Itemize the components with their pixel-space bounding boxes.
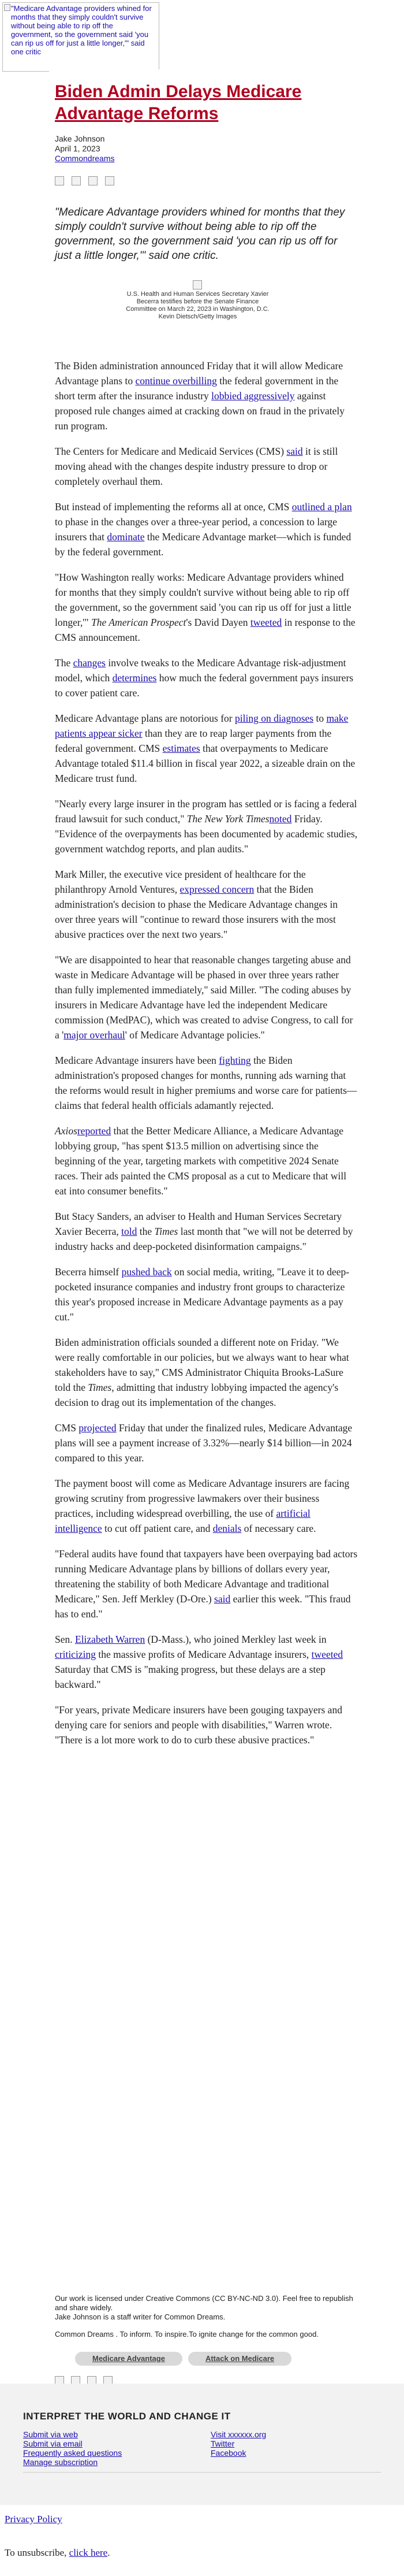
inline-link[interactable]: fighting bbox=[219, 1055, 251, 1066]
article-paragraph bbox=[55, 952, 358, 1042]
paragraph-text: than they are to reap larger payments from the federal government. CMS bbox=[55, 727, 332, 754]
paragraph-text: how much the federal government pays insurers to cover patient care. bbox=[55, 672, 354, 699]
paragraph-text: ' of Medicare Advantage policies." bbox=[125, 1029, 265, 1041]
paragraph-text: in response to the CMS announcement. bbox=[55, 617, 356, 643]
inline-link[interactable]: projected bbox=[78, 1422, 117, 1434]
facebook-link[interactable]: Facebook bbox=[211, 2448, 246, 2458]
submit-web-link[interactable]: Submit via web bbox=[23, 2430, 78, 2439]
inline-link[interactable]: tweeted bbox=[311, 1649, 343, 1660]
article-body bbox=[55, 358, 358, 1758]
article-paragraph bbox=[55, 1476, 358, 1536]
paragraph-text: Mark Miller, the executive vice president of healthcare for the philanthropy Arnold Ventures, bbox=[55, 868, 306, 895]
inline-link[interactable]: artificial intelligence bbox=[55, 1508, 311, 1534]
publication-link[interactable]: Commondreams bbox=[55, 154, 115, 163]
inline-link[interactable]: said bbox=[214, 1593, 231, 1605]
paragraph-text: But instead of implementing the reforms all at once, CMS bbox=[55, 501, 292, 513]
faq-link[interactable]: Frequently asked questions bbox=[23, 2448, 122, 2458]
license-text: Our work is licensed under Creative Commons (CC BY-NC-ND 3.0). Feel free to republish and share widely. bbox=[55, 2294, 353, 2312]
article-paragraph bbox=[55, 1632, 358, 1692]
privacy-policy-link[interactable]: Privacy Policy bbox=[5, 2514, 62, 2525]
inline-link[interactable]: denials bbox=[212, 1523, 242, 1534]
paragraph-text: it is still moving ahead with the changes despite industry pressure to drop or completely overhaul them. bbox=[55, 446, 338, 487]
article-paragraph bbox=[55, 358, 358, 433]
paragraph-text: to bbox=[313, 712, 327, 724]
paragraph-text: The bbox=[55, 657, 73, 669]
inline-link[interactable]: tweeted bbox=[250, 617, 282, 628]
paragraph-text: The payment boost will come as Medicare Advantage insurers are facing growing scrutiny from progressive lawmakers over their business practices, including widespread overbilling, the use of bbox=[55, 1478, 350, 1519]
inline-link[interactable]: piling on diagnoses bbox=[234, 712, 314, 724]
author-name: Jake Johnson bbox=[55, 134, 105, 143]
article-paragraph bbox=[55, 1053, 358, 1113]
tagline: Common Dreams . To inform. To inspire.To ignite change for the common good. bbox=[55, 2330, 319, 2339]
article-paragraph bbox=[55, 867, 358, 942]
tag-attack-on-medicare[interactable]: Attack on Medicare bbox=[188, 2352, 291, 2366]
inline-link[interactable]: criticizing bbox=[55, 1649, 96, 1660]
broken-image-icon bbox=[4, 4, 10, 11]
paragraph-text: CMS bbox=[55, 1422, 79, 1434]
paragraph-text: the federal government in the short term after the insurance industry bbox=[55, 375, 339, 402]
paragraph-text: "For years, private Medicare insurers have been gouging taxpayers and denying care for seniors and people with disabilities," Warren wrote. "There is a lot more work to do to curb these abusive practices." bbox=[55, 1704, 342, 1746]
paragraph-text: , admitting that industry lobbying impacted the agency's decision to drag out its implementation of the changes. bbox=[55, 1382, 339, 1408]
article-paragraph bbox=[55, 1264, 358, 1324]
article-paragraph bbox=[55, 1702, 358, 1747]
tag-list bbox=[75, 2352, 297, 2367]
paragraph-text: Friday that under the finalized rules, Medicare Advantage plans will see a payment increase of 3.32%—nearly $14 billion—in 2024 compared to this year. bbox=[55, 1422, 353, 1464]
article-paragraph bbox=[55, 444, 358, 489]
submit-email-link[interactable]: Submit via email bbox=[23, 2439, 83, 2448]
license-block bbox=[55, 2294, 355, 2322]
inline-link[interactable]: changes bbox=[73, 657, 106, 669]
reddit-share-icon[interactable] bbox=[105, 176, 114, 185]
header-image-alt-text: "Medicare Advantage providers whined for months that they simply couldn't survive without being able to rip off the government, so the government said 'you can rip us off for just a little longer,'" said one critic bbox=[11, 4, 152, 56]
inline-link[interactable]: determines bbox=[112, 672, 157, 684]
article-paragraph bbox=[55, 499, 358, 559]
paragraph-text: Friday. "Evidence of the overpayments has been documented by academic studies, government watchdog reports, and plan audits." bbox=[55, 813, 358, 855]
inline-link[interactable]: pushed back bbox=[121, 1266, 172, 1278]
article-meta bbox=[55, 134, 114, 164]
paragraph-text: involve tweaks to the Medicare Advantage risk-adjustment model, which bbox=[55, 657, 346, 684]
paragraph-text: Medicare Advantage plans are notorious for bbox=[55, 712, 235, 724]
footer-divider bbox=[23, 2472, 381, 2473]
article-paragraph bbox=[55, 1420, 358, 1465]
paragraph-text: that the Better Medicare Alliance, a Medicare Advantage lobbying group, "has spent $13.5 million on advertising since the beginning of the year, targeting markets with competitive 2024 Senate races. Their ads painted the CMS proposal as a cut to Medicare that will eat into consumer benefits." bbox=[55, 1125, 347, 1197]
visit-site-link[interactable]: Visit xxxxxx.org bbox=[211, 2430, 267, 2439]
footer-right-links bbox=[211, 2430, 266, 2458]
inline-link[interactable]: said bbox=[286, 446, 303, 457]
paragraph-text: that overpayments to Medicare Advantage totaled $11.4 billion in fiscal year 2022, a sizeable drain on the Medicare trust fund. bbox=[55, 743, 356, 784]
paragraph-text: Saturday that CMS is "making progress, but these delays are a step backward." bbox=[55, 1664, 326, 1690]
tag-medicare-advantage[interactable]: Medicare Advantage bbox=[75, 2352, 182, 2366]
article-paragraph bbox=[55, 796, 358, 856]
paragraph-text: But Stacy Sanders, an adviser to Health and Human Services Secretary Xavier Becerra, bbox=[55, 1211, 342, 1237]
paragraph-text: the bbox=[137, 1226, 155, 1237]
paragraph-text: the Medicare Advantage market—which is funded by the federal government. bbox=[55, 531, 351, 558]
paragraph-text: last month that "we will not be deterred by industry hacks and deep-pocketed disinformation campaigns." bbox=[55, 1226, 353, 1252]
privacy-row bbox=[5, 2514, 62, 2525]
facebook-share-icon[interactable] bbox=[72, 176, 81, 185]
paragraph-text: The Centers for Medicare and Medicaid Services (CMS) bbox=[55, 446, 287, 457]
paragraph-text: Becerra himself bbox=[55, 1266, 122, 1278]
paragraph-text: Sen. bbox=[55, 1634, 75, 1645]
paragraph-text: Medicare Advantage insurers have been bbox=[55, 1055, 219, 1066]
article-paragraph bbox=[55, 570, 358, 645]
paragraph-text: "How Washington really works: Medicare Advantage providers whined for months that they simply couldn't survive without being able to rip off the government, so the government said 'you can rip us off for just a little longer,'" bbox=[55, 571, 351, 628]
photo-caption: U.S. Health and Human Services Secretary Xavier Becerra testifies before the Senate Finance Committee on March 22, 2023 in Washington, D.C. Kevin Dietsch/Getty Images bbox=[126, 291, 270, 320]
inline-link[interactable]: dominate bbox=[107, 531, 145, 543]
article-photo bbox=[193, 280, 202, 289]
header-image[interactable] bbox=[2, 2, 159, 72]
paragraph-text: The Biden administration announced Friday that it will allow Medicare Advantage plans to bbox=[55, 360, 343, 387]
unsubscribe-prefix: To unsubscribe, bbox=[5, 2547, 69, 2558]
unsubscribe-link[interactable]: click here bbox=[69, 2547, 108, 2558]
inline-link[interactable]: reported bbox=[77, 1125, 111, 1137]
paragraph-text: against proposed rule changes aimed at cracking down on fraud in the privately run program. bbox=[55, 390, 345, 432]
paragraph-text: on social media, writing, "Leave it to deep-pocketed insurance companies and industry front groups to characterize this year's proposed increase in Medicare Advantage payments as a pay cut." bbox=[55, 1266, 350, 1323]
unsubscribe-suffix: . bbox=[107, 2547, 110, 2558]
twitter-link[interactable]: Twitter bbox=[211, 2439, 235, 2448]
inline-link[interactable]: noted bbox=[269, 813, 292, 825]
paragraph-text: "Federal audits have found that taxpayers have been overpaying bad actors running Medicare Advantage plans by billions of dollars every year, threatening the stability of both Medicare Advantage and traditional Medicare," Sen. Jeff Merkley (D-Ore.) bbox=[55, 1548, 358, 1605]
paragraph-text: 's David Dayen bbox=[186, 617, 250, 628]
footer-left-links bbox=[23, 2430, 122, 2467]
paragraph-text: Biden administration officials sounded a different note on Friday. "We were really comfortable in our policies, but we always want to hear what stakeholders have to say," CMS Administrator Chiquita Brooks-LaSure told the bbox=[55, 1337, 349, 1393]
inline-link[interactable]: told bbox=[121, 1226, 137, 1237]
twitter-share-icon[interactable] bbox=[88, 176, 98, 185]
inline-link[interactable]: lobbied aggressively bbox=[211, 390, 295, 402]
paragraph-text: to phase in the changes over a three-year period, a concession to large insurers that bbox=[55, 516, 337, 543]
emphasis-text: The American Prospect bbox=[91, 617, 186, 628]
paragraph-text: to cut off patient care, and bbox=[102, 1523, 213, 1534]
article-date: April 1, 2023 bbox=[55, 144, 100, 153]
article-paragraph bbox=[55, 655, 358, 700]
share-icons bbox=[55, 176, 122, 188]
article-paragraph bbox=[55, 711, 358, 786]
emphasis-text: Axios bbox=[55, 1125, 77, 1137]
paragraph-text: "Nearly every large insurer in the program has settled or is facing a federal fraud lawsuit for such conduct," bbox=[55, 798, 357, 825]
paragraph-text: the Biden administration's proposed changes for months, running ads warning that the reforms would result in higher premiums and worse care for patients—claims that federal health officials adamantly rejected. bbox=[55, 1055, 357, 1111]
emphasis-text: Times bbox=[88, 1382, 112, 1393]
article-paragraph bbox=[55, 1123, 358, 1198]
article-paragraph bbox=[55, 1546, 358, 1621]
author-bio: Jake Johnson is a staff writer for Common Dreams. bbox=[55, 2313, 226, 2321]
article-paragraph bbox=[55, 1335, 358, 1410]
paragraph-text: of necessary care. bbox=[241, 1523, 316, 1534]
paragraph-text: (D-Mass.), who joined Merkley last week in bbox=[145, 1634, 327, 1645]
paragraph-text: that the Biden administration's decision to phase the Medicare Advantage changes in over three years will "continue to reward those insurers with the most abusive practices over the next two years." bbox=[55, 884, 338, 940]
inline-link[interactable]: outlined a plan bbox=[291, 501, 352, 513]
unsubscribe-row bbox=[5, 2547, 110, 2559]
pull-quote: "Medicare Advantage providers whined for months that they simply couldn't survive without being able to rip off the government, so the government said 'you can rip us off for just a little longer,'" said one critic. bbox=[55, 206, 345, 262]
paragraph-text: earlier this week. "This fraud has to end." bbox=[55, 1593, 351, 1620]
inline-link[interactable]: expressed concern bbox=[179, 884, 255, 895]
article-paragraph bbox=[55, 1209, 358, 1254]
footer-title: INTERPRET THE WORLD AND CHANGE IT bbox=[23, 2411, 231, 2422]
inline-link[interactable]: major overhaul bbox=[63, 1029, 125, 1041]
manage-subscription-link[interactable]: Manage subscription bbox=[23, 2458, 98, 2467]
emphasis-text: The New York Times bbox=[186, 813, 270, 825]
email-share-icon[interactable] bbox=[55, 176, 64, 185]
inline-link[interactable]: estimates bbox=[162, 743, 200, 754]
inline-link[interactable]: make patients appear sicker bbox=[55, 712, 349, 739]
inline-link[interactable]: continue overbilling bbox=[135, 375, 217, 387]
inline-link[interactable]: Elizabeth Warren bbox=[75, 1634, 145, 1645]
emphasis-text: Times bbox=[154, 1226, 178, 1237]
paragraph-text: the massive profits of Medicare Advantage insurers, bbox=[95, 1649, 312, 1660]
paragraph-text: "We are disappointed to hear that reasonable changes targeting abuse and waste in Medicare Advantage will be phased in over three years rather than fully implemented immediately," said Miller. "The coding abuses by insurers in Medicare Advantage have led the independent Medicare commission (MedPAC), which was created to advise Congress, to call for a ' bbox=[55, 954, 353, 1041]
article-title[interactable]: Biden Admin Delays Medicare Advantage Reforms bbox=[55, 82, 302, 123]
